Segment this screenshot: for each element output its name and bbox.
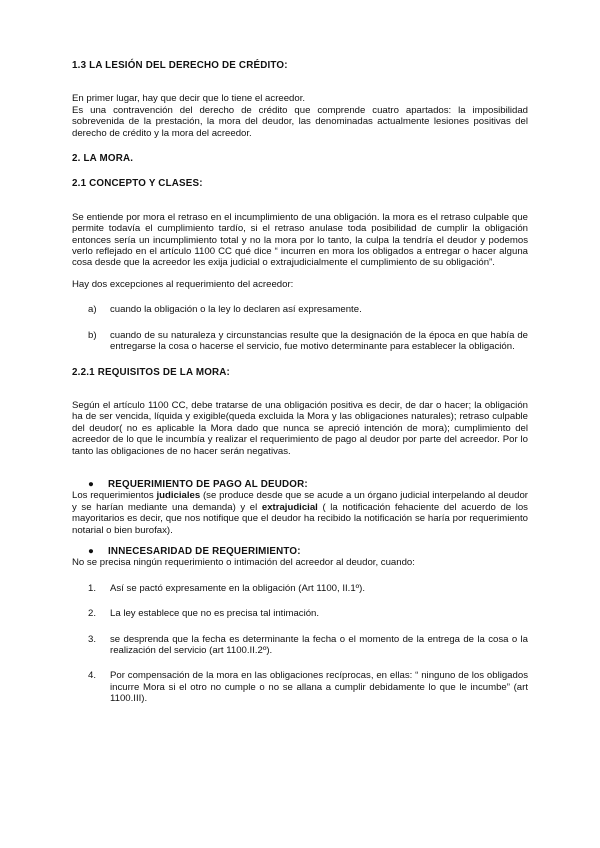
exceptions-list	[72, 304, 528, 352]
paragraph	[72, 490, 528, 536]
text-run: Los requerimientos	[72, 490, 157, 502]
list-marker: a)	[88, 304, 97, 316]
section-heading-2: 2. LA MORA.	[72, 153, 134, 165]
paragraph: Se entiende por mora el retraso en el incumplimiento de una obligación. la mora es el retraso culpable que permite todavía el cumplimiento tardío, si el retraso anulase toda posibilidad de cumplir la obligación entonces sería un incumplimiento total y no la mora por lo tanto, la culpa la tendría el deudor y podemos verlo reflejado en el artículo 1100 CC qué dice “ incurren en mora los obligados a entregar o hacer alguna cosa desde que la acreedor les exija judicial o extrajudicialmente el cumplimiento de su obligación”.	[72, 211, 528, 269]
list-item-text: cuando de su naturaleza y circunstancias resulte que la designación de la época en que había de entregarse la cosa o hacerse el servicio, fue motivo determinante para establecer la obligación.	[110, 329, 528, 353]
list-item-text: cuando la obligación o la ley lo declaren así expresamente.	[110, 304, 362, 316]
bullet-icon: ●	[88, 478, 95, 490]
innecesaridad-heading	[72, 546, 528, 557]
section-heading-2-1: 2.1 CONCEPTO Y CLASES:	[72, 178, 203, 190]
list-marker: 4.	[88, 670, 97, 682]
list-item	[72, 608, 528, 619]
list-item-text: se desprenda que la fecha es determinante la fecha o el momento de la entrega de la cosa o la realización del servicio (art 1100.II.2º).	[110, 633, 528, 656]
requerimiento-heading	[72, 479, 528, 490]
list-item-text: Por compensación de la mora en las obligaciones recíprocas, en ellas: “ ninguno de los obligados incurre Mora si el otro no cumple o no se allana a cumplir debidamente lo que le incumbe” (art 1100.III).	[110, 670, 528, 705]
bullet-icon: ●	[88, 545, 95, 557]
list-item-text: Así se pactó expresamente en la obligación (Art 1100, II.1º).	[110, 582, 366, 594]
list-marker: 2.	[88, 608, 97, 620]
paragraph: Es una contravención del derecho de crédito que comprende cuatro apartados: la imposibilidad sobrevenida de la prestación, la mora del deudor, las denominadas actualmente lesiones positivas del derecho de crédito y la mora del acreedor.	[72, 104, 528, 139]
list-item	[72, 304, 528, 315]
list-marker: 1.	[88, 582, 97, 594]
list-marker: 3.	[88, 633, 97, 645]
text-run: ( la notificación fehaciente del acuerdo de los mayoritarios es decir, que nos notifique que el deudor ha recibido la notificación se haría por requerimiento notarial o bien burofax).	[72, 501, 528, 536]
section-heading-2-2-1: 2.2.1 REQUISITOS DE LA MORA:	[72, 366, 231, 378]
bullet-heading-text: REQUERIMIENTO DE PAGO AL DEUDOR:	[108, 478, 308, 490]
list-item-text: La ley establece que no es precisa tal intimación.	[110, 608, 320, 620]
list-item	[72, 670, 528, 704]
paragraph: Hay dos excepciones al requerimiento del acreedor:	[72, 278, 294, 290]
paragraph: No se precisa ningún requerimiento o intimación del acreedor al deudor, cuando:	[72, 557, 415, 569]
text-run: (se produce desde que se acude a un órgano judicial interpelando al deudor y se harían mediante una demanda) y el	[72, 490, 528, 513]
paragraph: En primer lugar, hay que decir que lo tiene el acreedor.	[72, 93, 306, 105]
section-heading-1-3: 1.3 LA LESIÓN DEL DERECHO DE CRÉDITO:	[72, 60, 288, 71]
bold-term-extrajudicial: extrajudicial	[261, 501, 318, 513]
list-item	[72, 330, 528, 353]
paragraph: Según el artículo 1100 CC, debe tratarse de una obligación positiva es decir, de dar o hacer; la obligación ha de ser vencida, líquida y exigible(queda excluida la Mora y las obligaciones naturales); retraso culpable del deudor( no es aplicable la Mora dado que nunca se apreció intención de mora); cumplimiento del acreedor de lo que le incumbía y realizar el requerimiento de pago al deudor por parte del acreedor. Por lo tanto las obligaciones de no hacer serán negativas.	[72, 399, 528, 457]
list-item	[72, 634, 528, 657]
bold-term-judiciales: judiciales	[156, 490, 201, 502]
list-item	[72, 583, 528, 594]
bullet-heading-text: INNECESARIDAD DE REQUERIMIENTO:	[108, 545, 301, 557]
innecesaridad-list	[72, 583, 528, 705]
document-page	[72, 60, 528, 705]
list-marker: b)	[88, 329, 97, 341]
